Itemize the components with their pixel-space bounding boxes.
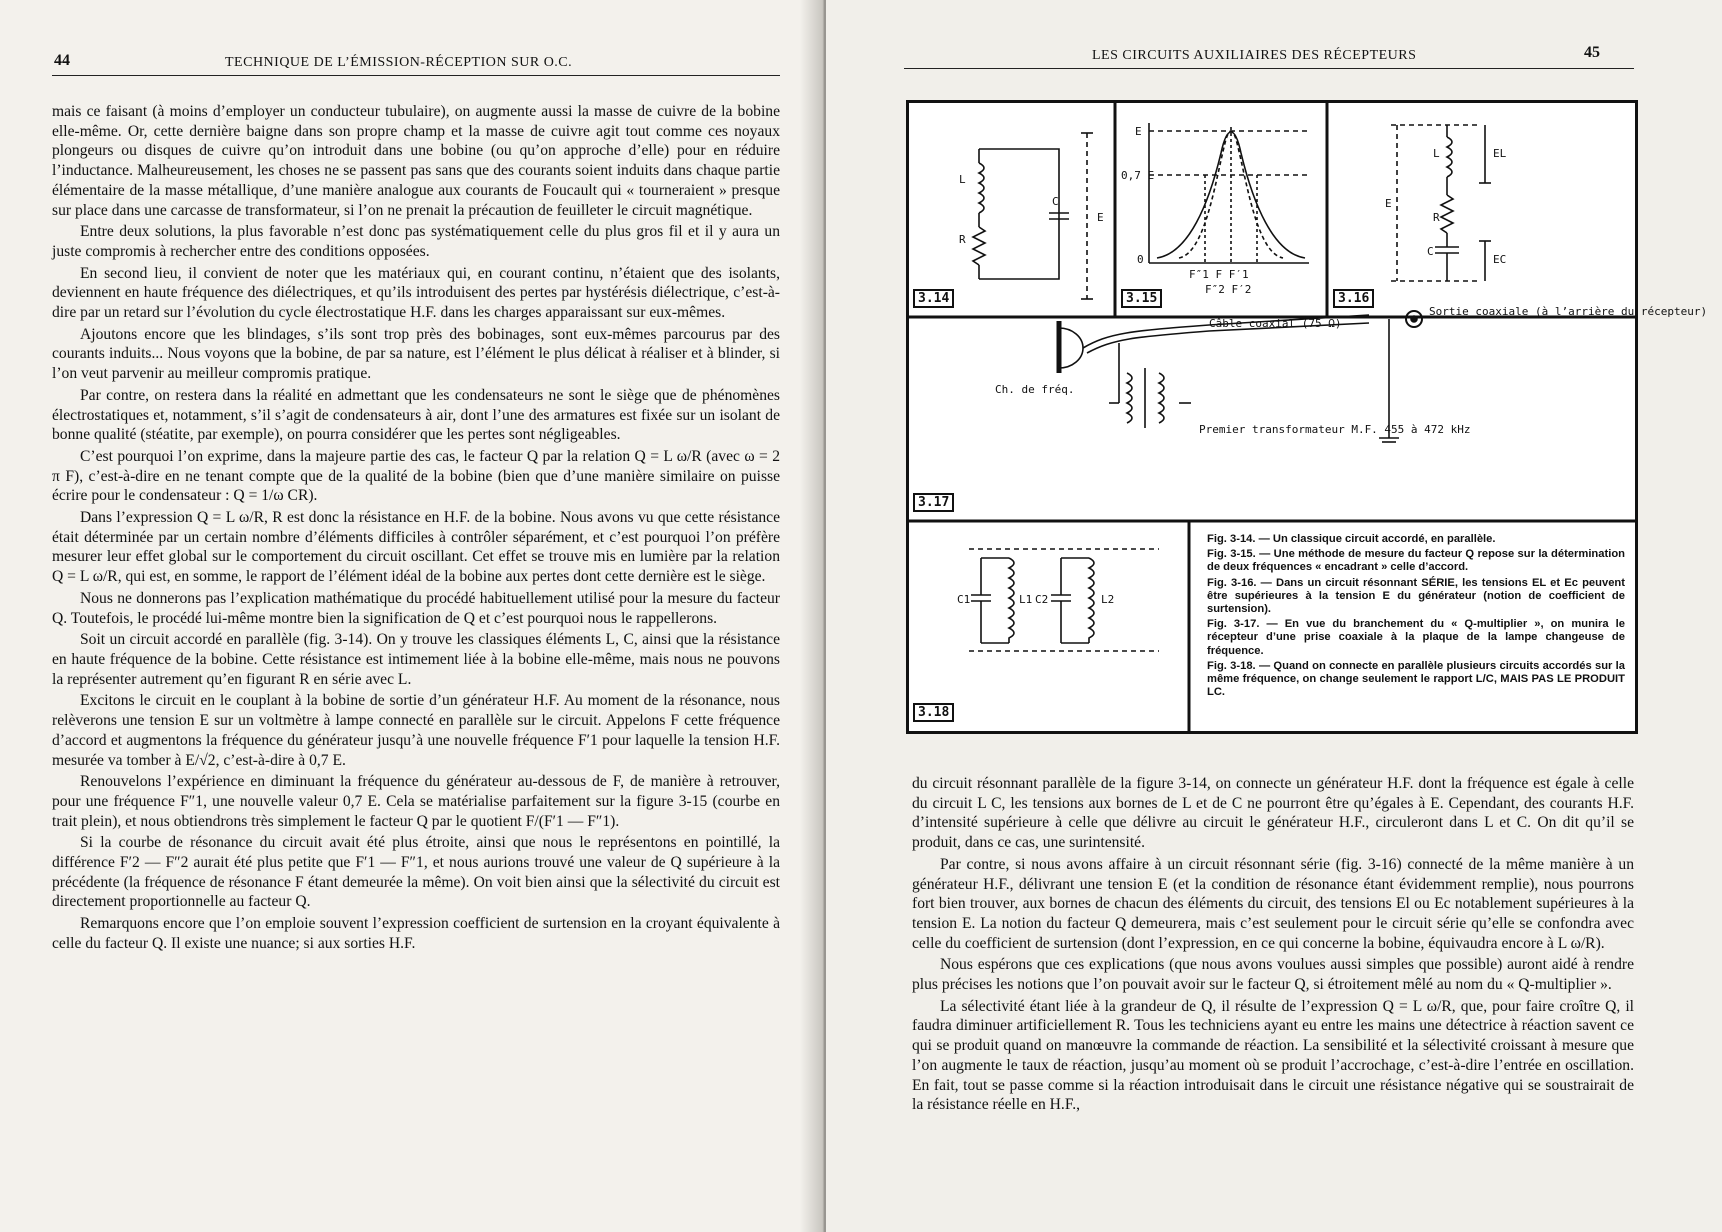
fig-3-16-E: E	[1385, 197, 1392, 210]
fig-3-14-E: E	[1097, 211, 1104, 224]
left-text-column	[52, 102, 780, 956]
fig-3-15-ticks: F″1 F F′1	[1189, 268, 1249, 281]
header-rule-right	[904, 68, 1634, 69]
fig-3-15-E: E	[1135, 125, 1142, 138]
fig-3-14-R: R	[959, 233, 966, 246]
fig-3-15-07E: 0,7 E	[1121, 169, 1155, 182]
running-head-right: LES CIRCUITS AUXILIAIRES DES RÉCEPTEURS	[1092, 48, 1417, 63]
paragraph: Nous ne donnerons pas l’explication mathématique du procédé habituellement utilisé pour la mesure du facteur Q. Toutefois, le procédé lui-même montre bien la signification de Q et c’est pourquoi nous le rappellerons.	[52, 589, 780, 627]
paragraph: du circuit résonnant parallèle de la figure 3-14, on connecte un générateur H.F. dont la fréquence est égale à celle du circuit L C, les tensions aux bornes de L et de C ne pourront être qu’égales à E. Cependant, des courants H.F. d’intensité supérieure à celle que délivre au circuit le générateur H.F., circuleront dans L et C. On dit qu’il se produit, dans ce cas, une surintensité.	[912, 775, 1634, 852]
fig-3-17-sortie: Sortie coaxiale (à l’arrière du récepteur)	[1429, 305, 1708, 318]
caption-3-15: Fig. 3-15. — Une méthode de mesure du facteur Q repose sur la détermination de deux fréquences « encadrant » celle d’accord.	[1207, 548, 1625, 574]
paragraph: Par contre, si nous avons affaire à un circuit résonnant série (fig. 3-16) connecté de la même manière à un générateur H.F., délivrant une tension E (et la condition de résonance étant évidemment remplie), nous pourrons fort bien trouver, aux bornes de chacun des éléments du circuit, des tensions El ou Ec notablement supérieures à la tension E. La notion du facteur Q demeurera, mais c’est seulement pour le circuit série qu’elle se confondra avec celle du coefficient de surtension (dont l’expression, en ce qui concerne la bobine, équivaudra encore à L ω/R).	[912, 855, 1634, 952]
paragraph: Ajoutons encore que les blindages, s’ils sont trop près des bobinages, sont eux-mêmes parcourus par des courants induits... Nous voyons que la bobine, de par sa nature, est l’élément le plus délicat à réaliser et à blinder, si l’on veut parvenir au meilleur compromis pratique.	[52, 325, 780, 383]
paragraph: La sélectivité étant liée à la grandeur de Q, il résulte de l’expression Q = L ω/R, que, pour faire croître Q, il faudra diminuer artificiellement R. Tous les techniciens ayant eu entre les mains une détectrice à réaction savent ce qui se produit quand on manœuvre la commande de réaction. La sensibilité et la sélectivité croissant à mesure que l’on augmente le taux de réaction, jusqu’au moment où se produit l’accrochage, c’est-à-dire l’entrée en oscillation. En fait, tout se passe comme si la réaction introduisait dans le circuit une résistance négative qui se soustrairait de la résistance réelle en H.F.,	[912, 997, 1634, 1114]
fig-3-17-chfreq: Ch. de fréq.	[995, 383, 1075, 396]
paragraph: Renouvelons l’expérience en diminuant la fréquence du générateur au-dessous de F, de manière à retrouver, pour une fréquence F″1, une nouvelle valeur 0,7 E. Cela se matérialise parfaitement sur la figure 3-15 (courbe en trait plein), et nous obtiendrons très simplement le facteur Q par le quotient F/(F′1 — F″1).	[52, 773, 780, 830]
page-number-left: 44	[54, 52, 70, 69]
fig-3-18-L1: L1	[1019, 593, 1033, 606]
paragraph: Soit un circuit accordé en parallèle (fig. 3-14). On y trouve les classiques éléments L, C, ainsi que la résistance en haute fréquence de la bobine. Cette résistance est intimement liée à la bobine elle-même, mais nous ne pouvons la représenter autrement qu’en figurant R en série avec L.	[52, 631, 780, 688]
fig-label-3-17: 3.17	[913, 493, 954, 512]
fig-3-18-circuit	[969, 549, 1159, 651]
paragraph: Excitons le circuit en le couplant à la bobine de sortie d’un générateur H.F. Au moment de la résonance, nous relèverons une tension E sur un voltmètre à lampe connecté en parallèle sur le circuit. Appelons F cette fréquence d’accord et augmentons la fréquence du générateur jusqu’à une nouvelle fréquence F′1 pour laquelle la tension H.F. mesurée va tomber à E/√2, c’est-à-dire à 0,7 E.	[52, 692, 780, 769]
fig-3-14-C: C	[1052, 195, 1059, 208]
fig-3-17-cable: Câble coaxial (75 Ω)	[1209, 317, 1342, 330]
fig-3-16-EL: EL	[1493, 147, 1507, 160]
fig-3-15-zero: 0	[1137, 253, 1144, 266]
figure-captions	[1207, 533, 1625, 701]
fig-3-15-ticks2: F″2 F′2	[1205, 283, 1252, 296]
paragraph: Nous espérons que ces explications (que nous avons voulues aussi simples que possible) auront aidé à rendre plus précises les notions que l’on pouvait avoir sur le facteur Q, si étroitement mêlé au nom du « Q-multiplier ».	[912, 956, 1634, 994]
right-text-column	[912, 774, 1634, 1117]
page-number-right: 45	[1584, 44, 1600, 61]
header-rule-left	[52, 75, 780, 76]
paragraph: C’est pourquoi l’on exprime, dans la majeure partie des cas, le facteur Q par la relation Q = L ω/R (avec ω = 2 π F), c’est-à-dire en ne tenant compte que de la qualité de la bobine (bien que d’une manière similaire on puisse écrire pour le condensateur : Q = 1/ω CR).	[52, 447, 780, 505]
fig-3-18-L2: L2	[1101, 593, 1115, 606]
paragraph: En second lieu, il convient de noter que les matériaux qui, en courant continu, n’étaient que des isolants, deviennent en haute fréquence des diélectriques, et qu’ils introduisent des pertes par hystérésis diélectrique, c’est-à-dire par un retard sur l’évolution du cycle électrostatique H.F. dans les charges apparaissant sur eux-mêmes.	[52, 264, 780, 322]
fig-3-18-C1: C1	[957, 593, 971, 606]
right-page	[826, 0, 1722, 1232]
fig-label-3-14: 3.14	[913, 289, 954, 308]
fig-3-16-circuit	[1391, 125, 1491, 281]
fig-3-18-C2: C2	[1035, 593, 1049, 606]
fig-3-14-L: L	[959, 173, 966, 186]
caption-3-16: Fig. 3-16. — Dans un circuit résonnant SÉRIE, les tensions EL et Ec peuvent être supérieures à la tension E du générateur (notion de coefficient de surtension).	[1207, 576, 1625, 616]
fig-3-16-C: C	[1427, 245, 1434, 258]
fig-3-15-curve	[1149, 123, 1309, 263]
paragraph: Dans l’expression Q = L ω/R, R est donc la résistance en H.F. de la bobine. Nous avons vu que cette résistance était déterminée par un certain nombre d’éléments difficiles à contrôler séparément, et c’est pourquoi l’on préfère mesurer leur effet global sur le comportement du circuit oscillant. Cet effet se trouve mis en lumière par la relation Q = L ω/R, qui est, en somme, le rapport de l’élément idéal de la bobine aux pertes dont cette dernière est le siège.	[52, 509, 780, 586]
caption-3-14: Fig. 3-14. — Un classique circuit accordé, en parallèle.	[1207, 533, 1496, 545]
paragraph: Remarquons encore que l’on emploie souvent l’expression coefficient de surtension en la croyant équivalente à celle du facteur Q. Il existe une nuance; si aux sorties H.F.	[52, 915, 780, 952]
fig-3-16-R: R	[1433, 211, 1440, 224]
fig-label-3-16: 3.16	[1333, 289, 1374, 308]
paragraph: Entre deux solutions, la plus favorable n’est donc pas systématiquement celle du plus gros fil et il y aura un juste compromis à rechercher entre des conditions opposées.	[52, 223, 780, 260]
caption-3-17: Fig. 3-17. — En vue du branchement du « Q-multiplier », on munira le récepteur d’une prise coaxiale à la plaque de la lampe changeuse de fréquence.	[1207, 618, 1625, 657]
fig-3-14-circuit	[973, 133, 1093, 299]
fig-label-3-15: 3.15	[1121, 289, 1162, 308]
running-head-left: TECHNIQUE DE L’ÉMISSION-RÉCEPTION SUR O.C.	[225, 55, 573, 70]
fig-3-16-L: L	[1433, 147, 1440, 160]
paragraph: Par contre, on restera dans la réalité en admettant que les condensateurs ne sont le siège que de phénomènes électrostatiques et, notamment, s’il s’agit de condensateurs à air, dont l’une des armatures est fixée sur un isolant de bonne qualité (stéatite, par exemple), on pourra considérer que les pertes sont négligeables.	[52, 386, 780, 444]
fig-3-17-transfo: Premier transformateur M.F. 455 à 472 kHz	[1199, 423, 1471, 436]
left-page	[0, 0, 826, 1232]
paragraph: mais ce faisant (à moins d’employer un conducteur tubulaire), on augmente aussi la masse de cuivre de la bobine elle-même. Or, cette dernière baigne dans son propre champ et la masse de cuivre agit tout comme ces noyaux plongeurs ou disques de cuivre qu’on introduit dans une bobine (ou qu’on approche d’elle) pour en réduire l’inductance. Malheureusement, les choses ne se passent pas sans que des courants soient induits dans chaque partie élémentaire de la masse métallique, d’une manière analogue aux courants de Foucault qui « tourneraient » presque sur place dans une carcasse de transformateur, si l’on ne prenait la précaution de feuilleter le circuit magnétique.	[52, 103, 780, 219]
fig-label-3-18: 3.18	[913, 703, 954, 722]
paragraph: Si la courbe de résonance du circuit avait été plus étroite, ainsi que nous le représentons en pointillé, la différence F′2 — F″2 aurait été plus petite que F′1 — F″1, et nous aurions trouvé une valeur de Q supérieure à la précédente (la fréquence de résonance F étant demeurée la même). On voit bien ainsi que la sélectivité du circuit est directement proportionnelle au facteur Q.	[52, 834, 780, 911]
fig-3-16-EC: EC	[1493, 253, 1507, 266]
figure-panel	[906, 100, 1708, 734]
caption-3-18: Fig. 3-18. — Quand on connecte en parallèle plusieurs circuits accordés sur la même fréquence, on change seulement le rapport L/C, MAIS PAS LE PRODUIT LC.	[1207, 659, 1625, 699]
